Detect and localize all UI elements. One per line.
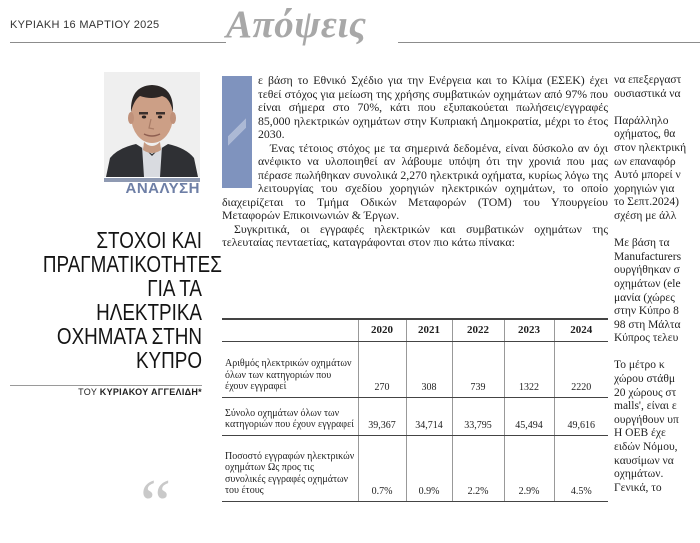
table-cell: 739 bbox=[452, 341, 504, 397]
column-line: να επεξεργαστ bbox=[614, 74, 682, 86]
row-label: Ποσοστό εγγραφών ηλεκτρικών οχημάτων Ως προς τις συνολικές εγγραφές οχημάτων του έτους bbox=[222, 435, 358, 501]
column-line bbox=[614, 101, 700, 115]
column-line: ουργήθηκαν σ bbox=[614, 264, 680, 277]
article-body bbox=[222, 74, 608, 250]
dropcap bbox=[222, 76, 252, 188]
table-cell: 308 bbox=[406, 341, 452, 397]
column-line bbox=[614, 224, 700, 238]
column-line: Το μέτρο κ bbox=[614, 359, 665, 372]
author-photo bbox=[104, 72, 200, 177]
column-line bbox=[614, 346, 700, 360]
paragraph: Ένας τέτοιος στόχος με τα σημερινά δεδομένα, είναι δύσκολο αν όχι ανέφικτο να υλοποιηθεί αν λάβουμε υπόψη ότι την χρονιά που μας πέρασε πωλήθηκαν συνολικά 2,270 ηλεκτρικά οχήματα, κυρίως λόγω της λειτουργίας του σχεδίου χορηγιών ηλεκτρικών οχημάτων, το οποίο διαχειρίζεται το Τμήμα Οδικών Μεταφορών (ΤΟΜ) του Υπουργείου Μεταφορών Επικοινωνιών & Έργων. bbox=[222, 140, 608, 222]
column-line: malls', είναι ε bbox=[614, 400, 677, 413]
byline-rule bbox=[10, 385, 202, 386]
column-line: το Σεπτ.2024) bbox=[614, 196, 679, 209]
column-line: ειδών Νόμου, bbox=[614, 441, 678, 454]
column-line: Κύπρος τελευ bbox=[614, 332, 679, 345]
column-line: σχέση με άλλ bbox=[614, 209, 677, 222]
table-header-blank bbox=[222, 319, 358, 341]
column-line: Manufacturers bbox=[614, 250, 682, 263]
headline-line: ΚΥΠΡΟ bbox=[135, 347, 202, 373]
row-label: Αριθμός ηλεκτρικών οχημάτων όλων των κατηγοριών που έχουν εγγραφεί bbox=[222, 341, 358, 397]
header-rule-right bbox=[398, 42, 700, 43]
table-cell: 33,795 bbox=[452, 397, 504, 435]
table-header-year: 2020 bbox=[358, 319, 406, 341]
column-line: χορηγιών για bbox=[614, 182, 675, 195]
table-header-year: 2021 bbox=[406, 319, 452, 341]
table-header-year: 2024 bbox=[554, 319, 608, 341]
dropcap-letter bbox=[222, 76, 252, 188]
column-line: καυσίμων να bbox=[614, 454, 674, 467]
column-line: οχήματος, θα bbox=[614, 128, 676, 141]
table-cell: 2220 bbox=[554, 341, 608, 397]
table-row bbox=[222, 341, 608, 397]
column-line: ουσιαστικά να bbox=[614, 87, 681, 100]
table-cell: 2.9% bbox=[504, 435, 554, 501]
column-line: στον ηλεκτρική bbox=[614, 141, 687, 154]
byline-prefix: ΤΟΥ bbox=[78, 387, 97, 397]
registrations-table bbox=[222, 318, 608, 502]
column-line: ων επαναφόρ bbox=[614, 155, 676, 168]
table-cell: 1322 bbox=[504, 341, 554, 397]
section-title: Απόψεις bbox=[226, 3, 367, 46]
column-line: 98 στη Μάλτα bbox=[614, 318, 681, 331]
article-headline bbox=[42, 227, 222, 373]
table-cell: 0.7% bbox=[358, 435, 406, 501]
table-cell: 45,494 bbox=[504, 397, 554, 435]
table-cell: 270 bbox=[358, 341, 406, 397]
table-cell: 39,367 bbox=[358, 397, 406, 435]
headline-line: ΓΙΑ ΤΑ ΗΛΕΚΤΡΙΚΑ bbox=[96, 275, 202, 325]
table-cell: 49,616 bbox=[554, 397, 608, 435]
column-line: Η ΟΕΒ έχε bbox=[614, 427, 666, 440]
issue-date: ΚΥΡΙΑΚΗ 16 ΜΑΡΤΙΟΥ 2025 bbox=[10, 19, 160, 31]
column-line: οχημάτων (ele bbox=[614, 277, 681, 290]
column-line: ουργήθουν υπ bbox=[614, 413, 679, 426]
table-cell: 0.9% bbox=[406, 435, 452, 501]
quote-mark-icon: “ bbox=[140, 466, 172, 543]
column-line: Παράλληλο bbox=[614, 114, 669, 127]
column-line: Με βάση τα bbox=[614, 237, 670, 250]
header-rule-left bbox=[10, 42, 226, 43]
table-cell: 2.2% bbox=[452, 435, 504, 501]
headline-line: ΠΡΑΓΜΑΤΙΚΟΤΗΤΕΣ bbox=[42, 251, 222, 277]
table-cell: 4.5% bbox=[554, 435, 608, 501]
byline bbox=[10, 387, 202, 397]
table-row bbox=[222, 397, 608, 435]
article-label: ΑΝΑΛΥΣΗ bbox=[125, 180, 200, 197]
table-header-year: 2023 bbox=[504, 319, 554, 341]
column-line: χώρου στάθμ bbox=[614, 373, 675, 386]
table-row bbox=[222, 435, 608, 501]
right-column-text bbox=[614, 74, 700, 495]
column-line: 20 χώρους στ bbox=[614, 386, 677, 399]
table-header-year: 2022 bbox=[452, 319, 504, 341]
column-line: Γενικά, το bbox=[614, 481, 662, 494]
column-line: Αυτό μπορεί ν bbox=[614, 169, 681, 182]
table-header-row bbox=[222, 319, 608, 341]
column-line: οχημάτων. bbox=[614, 468, 664, 481]
row-label: Σύνολο οχημάτων όλων των κατηγοριών που έχουν εγγραφεί bbox=[222, 397, 358, 435]
table-cell: 34,714 bbox=[406, 397, 452, 435]
column-line: μανία (χώρες bbox=[614, 291, 675, 304]
headline-line: ΟΧΗΜΑΤΑ ΣΤΗΝ bbox=[56, 323, 202, 349]
byline-author: ΚΥΡΙΑΚΟΥ ΑΓΓΕΛΙΔΗ* bbox=[99, 387, 202, 397]
author-portrait-icon bbox=[104, 72, 200, 177]
paragraph: ε βάση το Εθνικό Σχέδιο για την Ενέργεια και το Κλίμα (ΕΣΕΚ) έχει τεθεί στόχος για μείωση της χρήσης συμβατικών οχημάτων από 97% που είναι σήμερα στο 70%, κάτι που εξυπακούεται πωλήσεις/εγγραφές 85,000 ηλεκτρικών οχημάτων στην Κυπριακή Δημοκρατία, μέχρι το έτος 2030. bbox=[258, 73, 608, 141]
headline-line: ΣΤΟΧΟΙ ΚΑΙ bbox=[96, 227, 202, 253]
column-line: στην Κύπρο 8 bbox=[614, 305, 679, 318]
paragraph: Συγκριτικά, οι εγγραφές ηλεκτρικών και συμβατικών οχημάτων της τελευταίας πενταετίας, καταγράφονται στον πιο κάτω πίνακα: bbox=[222, 221, 608, 249]
